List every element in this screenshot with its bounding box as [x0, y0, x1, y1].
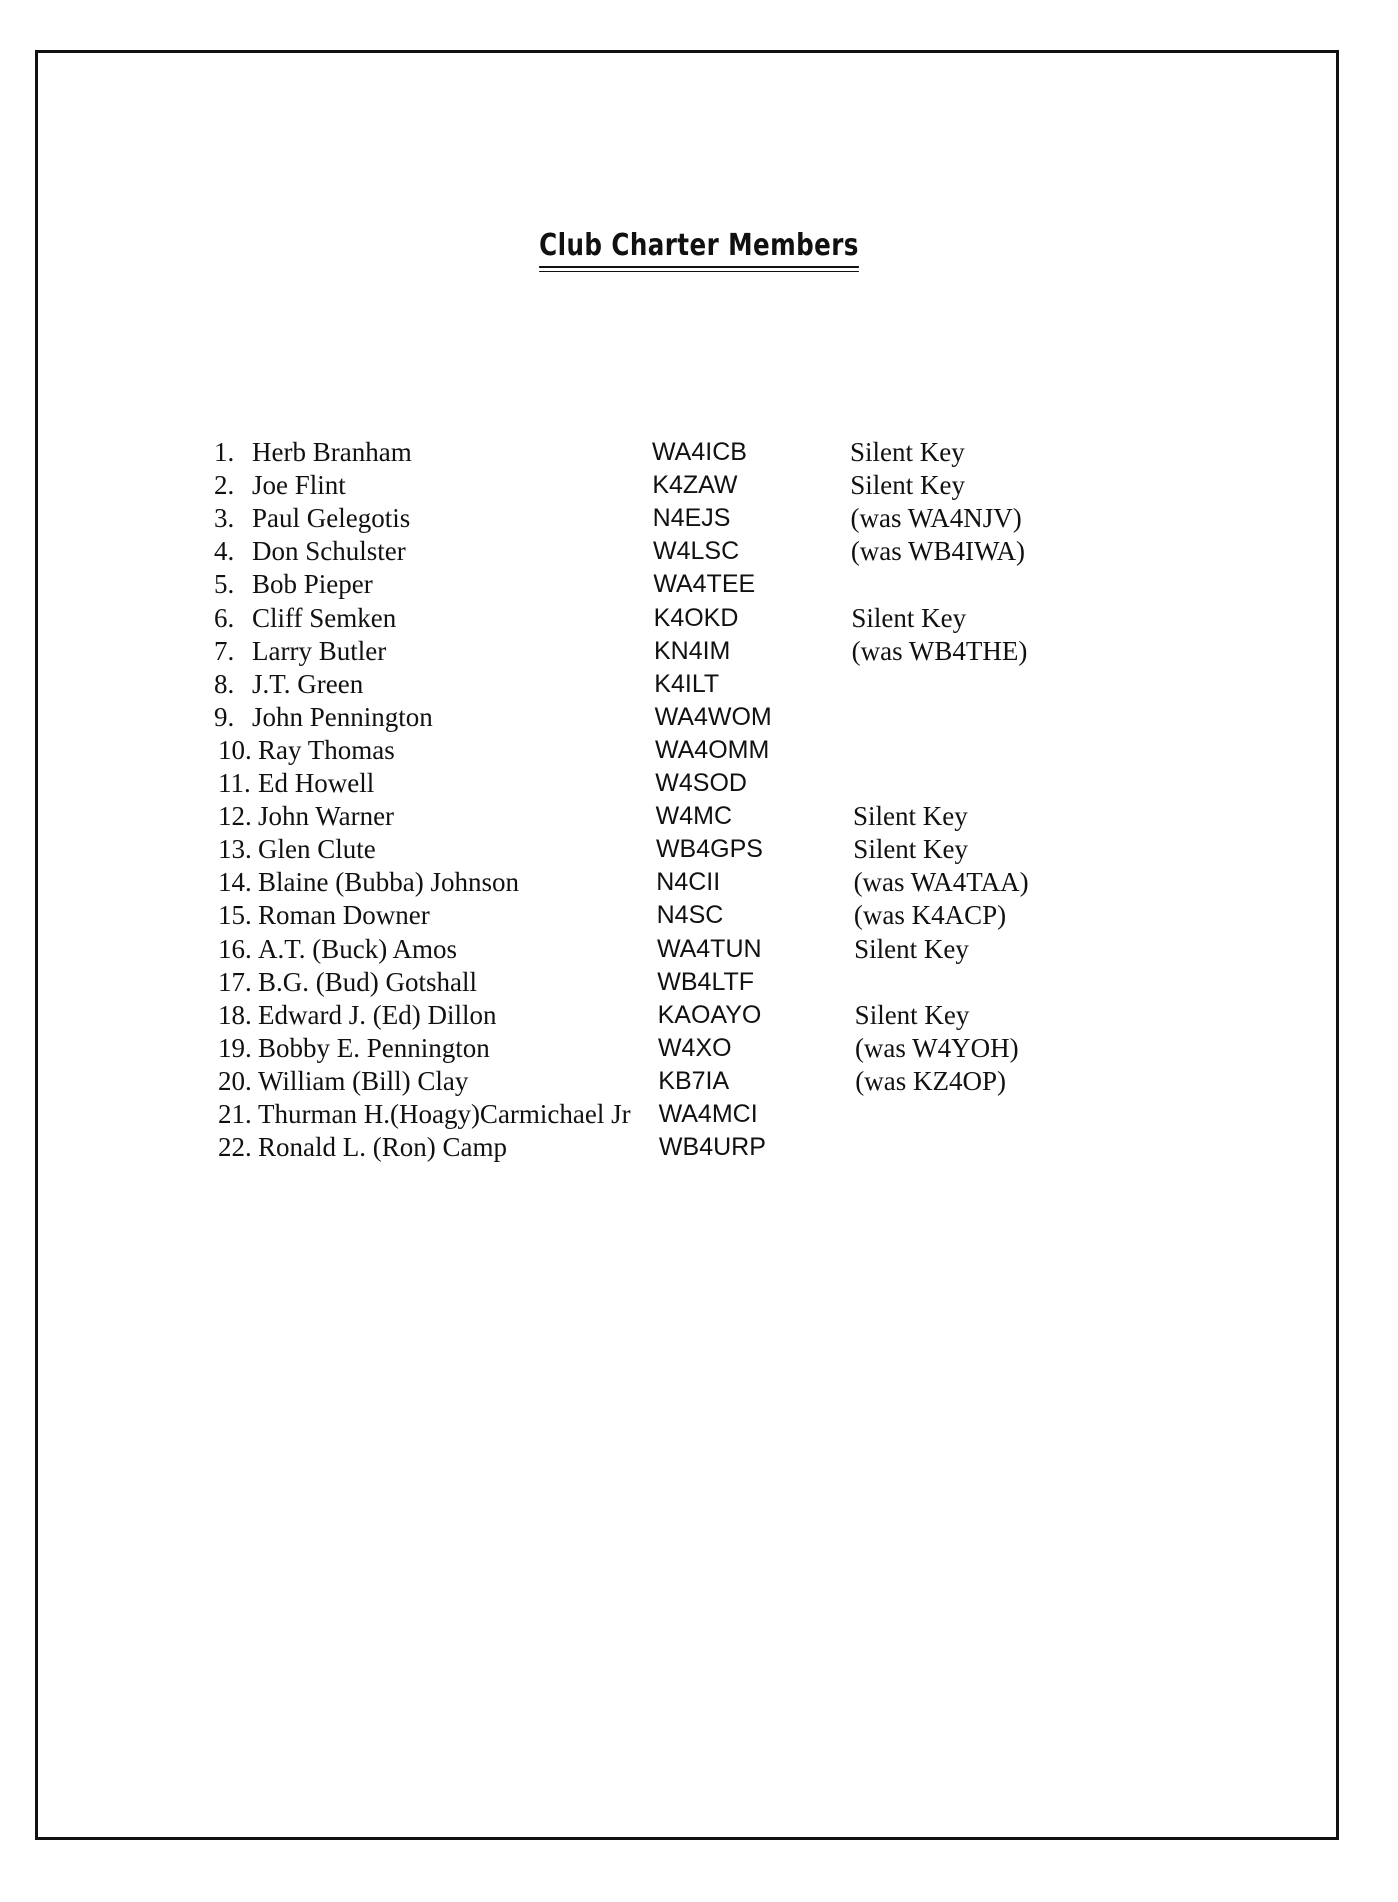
- member-row: [0, 866, 1398, 899]
- member-name: Thurman H.(Hoagy)Carmichael Jr: [258, 1099, 631, 1129]
- member-row: [0, 1065, 1398, 1098]
- member-callsign: WB4URP: [658, 1133, 766, 1162]
- member-row: [0, 1032, 1398, 1065]
- member-callsign: WA4OMM: [654, 735, 770, 764]
- member-note: Silent Key: [853, 834, 969, 865]
- member-name: Bobby E. Pennington: [258, 1032, 490, 1063]
- member-row: [0, 800, 1398, 833]
- member-number: 6.: [214, 602, 235, 633]
- member-callsign: WA4MCI: [658, 1100, 758, 1128]
- member-row: [0, 602, 1398, 635]
- member-number: 13.: [218, 834, 252, 865]
- member-name: John Pennington: [252, 701, 433, 732]
- member-name: A.T. (Buck) Amos: [258, 933, 457, 964]
- member-callsign: WB4LTF: [657, 967, 755, 996]
- member-row: [0, 833, 1398, 866]
- member-note: (was KZ4OP): [855, 1065, 1006, 1096]
- member-name: Don Schulster: [252, 536, 406, 567]
- member-number: 11.: [218, 768, 251, 798]
- member-name: Ray Thomas: [258, 734, 395, 765]
- member-number: 22.: [218, 1132, 252, 1163]
- member-callsign: N4CII: [656, 868, 721, 897]
- member-name: J.T. Green: [252, 668, 364, 699]
- member-name: Cliff Semken: [252, 602, 397, 633]
- member-callsign: K4ILT: [654, 669, 720, 698]
- member-number: 17.: [218, 966, 252, 997]
- member-number: 1.: [214, 437, 235, 467]
- member-number: 14.: [218, 867, 252, 898]
- member-callsign: W4SOD: [655, 769, 747, 797]
- member-note: (was WB4IWA): [850, 536, 1026, 567]
- member-row: [0, 1131, 1398, 1164]
- member-name: John Warner: [258, 801, 395, 832]
- member-callsign: WA4TUN: [656, 934, 762, 963]
- member-note: Silent Key: [854, 933, 969, 964]
- member-note: (was WB4THE): [851, 635, 1028, 666]
- member-name: William (Bill) Clay: [258, 1065, 469, 1096]
- member-callsign: K4ZAW: [652, 471, 738, 500]
- member-row: [0, 635, 1398, 668]
- member-row: [0, 535, 1398, 568]
- member-row: [0, 899, 1398, 932]
- member-callsign: WA4TEE: [653, 570, 756, 599]
- member-name: Edward J. (Ed) Dillon: [258, 999, 497, 1030]
- member-name: Bob Pieper: [252, 569, 373, 600]
- member-callsign: KN4IM: [653, 636, 731, 665]
- member-note: Silent Key: [850, 470, 966, 501]
- member-row: [0, 469, 1398, 502]
- member-row: [0, 767, 1398, 800]
- member-name: Larry Butler: [252, 635, 387, 666]
- member-number: 10.: [218, 734, 252, 765]
- document-title-text: Club Charter Members: [539, 228, 859, 268]
- member-number: 5.: [214, 569, 235, 600]
- member-name: Joe Flint: [252, 470, 346, 501]
- member-note: Silent Key: [851, 602, 967, 633]
- member-row: [0, 933, 1398, 966]
- member-note: Silent Key: [854, 999, 970, 1030]
- member-row: [0, 701, 1398, 734]
- member-note: Silent Key: [850, 437, 965, 467]
- member-number: 3.: [214, 503, 235, 534]
- member-row: [0, 734, 1398, 767]
- member-number: 16.: [218, 933, 252, 964]
- member-name: B.G. (Bud) Gotshall: [258, 966, 477, 997]
- member-note: Silent Key: [853, 801, 968, 832]
- member-row: [0, 568, 1398, 601]
- member-name: Roman Downer: [258, 900, 430, 931]
- member-name: Glen Clute: [258, 834, 376, 865]
- member-number: 4.: [214, 536, 235, 567]
- member-row: [0, 1098, 1398, 1131]
- member-callsign: W4MC: [655, 802, 733, 831]
- member-number: 2.: [214, 470, 235, 501]
- member-note: (was WA4TAA): [853, 867, 1029, 898]
- member-callsign: WB4GPS: [655, 835, 763, 864]
- member-callsign: W4XO: [657, 1033, 732, 1062]
- member-number: 15.: [218, 900, 252, 931]
- member-number: 8.: [214, 668, 235, 699]
- member-name: Ronald L. (Ron) Camp: [258, 1132, 507, 1163]
- member-callsign: WA4WOM: [654, 702, 772, 731]
- member-callsign: W4LSC: [652, 537, 740, 566]
- member-note: (was K4ACP): [853, 900, 1007, 931]
- member-number: 7.: [214, 635, 235, 666]
- member-row: [0, 436, 1398, 469]
- member-number: 19.: [218, 1032, 252, 1063]
- member-callsign: KAOAYO: [657, 1000, 762, 1029]
- member-name: Ed Howell: [258, 768, 375, 798]
- member-row: [0, 668, 1398, 701]
- member-row: [0, 999, 1398, 1032]
- member-name: Herb Branham: [252, 437, 412, 467]
- member-note: (was W4YOH): [854, 1032, 1019, 1063]
- member-callsign: N4SC: [656, 901, 724, 930]
- member-name: Paul Gelegotis: [252, 503, 411, 534]
- member-number: 18.: [218, 999, 252, 1030]
- member-number: 12.: [218, 801, 252, 832]
- member-row: [0, 966, 1398, 999]
- member-note: (was WA4NJV): [850, 503, 1022, 534]
- member-callsign: K4OKD: [653, 603, 739, 632]
- member-row: [0, 502, 1398, 535]
- member-number: 9.: [214, 701, 235, 732]
- member-callsign: WA4ICB: [652, 438, 747, 466]
- member-number: 21.: [218, 1099, 252, 1129]
- member-callsign: KB7IA: [658, 1066, 730, 1095]
- member-name: Blaine (Bubba) Johnson: [258, 867, 519, 898]
- member-number: 20.: [218, 1065, 252, 1096]
- member-callsign: N4EJS: [652, 504, 731, 533]
